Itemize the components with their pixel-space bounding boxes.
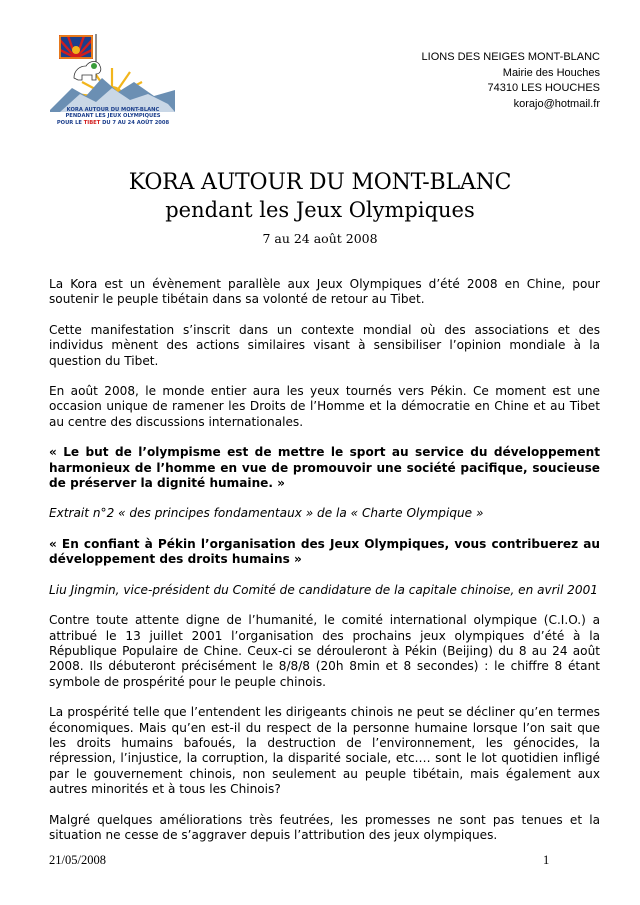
paragraph-context: Cette manifestation s’inscrit dans un contexte mondial où des associations et des individus mènent des actions similaires visant à sensibiliser l’opinion mondiale à la question du Tibet.: [49, 322, 600, 368]
tibetan-snow-lion-flag-mountain-icon: [50, 32, 175, 112]
paragraph-august: En août 2008, le monde entier aura les yeux tournés vers Pékin. Ce moment est une occasion unique de ramener les Droits de l’Homme et la démocratie en Chine et au Tibet au centre des discussions internationales.: [49, 384, 600, 429]
contact-organization: LIONS DES NEIGES MONT-BLANC: [421, 51, 600, 63]
logo-line-3-pre: POUR LE: [56, 119, 84, 126]
contact-email: korajo@hotmail.fr: [513, 97, 600, 110]
logo-line-2: PENDANT LES JEUX OLYMPIQUES: [65, 113, 161, 120]
quote-source-charter: Extrait n°2 « des principes fondamentaux » de la « Charte Olympique »: [49, 506, 484, 521]
document-dates: 7 au 24 août 2008: [262, 231, 378, 246]
page-number: 1: [543, 853, 550, 867]
quote-source-liu: Liu Jingmin, vice-président du Comité de candidature de la capitale chinoise, en avril 2001: [49, 582, 598, 597]
quote-olympic-charter: « Le but de l’olympisme est de mettre le sport au service du développement harmonieux de l’homme en vue de promouvoir une société pacifique, soucieuse de préserver la dignité humaine. »: [49, 445, 600, 491]
paragraph-intro: La Kora est un évènement parallèle aux Jeux Olympiques d’été 2008 en Chine, pour soutenir le peuple tibétain dans sa volonté de retour au Tibet.: [49, 277, 600, 307]
document-body: [49, 277, 600, 858]
logo-line-3-highlight: TIBET: [83, 119, 101, 126]
logo-line-3: [52, 120, 174, 126]
quote-liu-jingmin: « En confiant à Pékin l’organisation des Jeux Olympiques, vous contribuerez au développement des droits humains »: [49, 536, 600, 567]
logo-line-3-post: DU 7 AU 24 AOÛT 2008: [100, 119, 170, 126]
document-title: KORA AUTOUR DU MONT-BLANC: [128, 170, 512, 195]
paragraph-cio: Contre toute attente digne de l’humanité, le comité international olympique (C.I.O.) a attribué le 13 juillet 2001 l’organisation des prochains jeux olympiques d’été à la République Populaire de Chine. Ceux-ci se dérouleront à Pékin (Beijing) du 8 au 24 août 2008. Ils débuteront précisément le 8/8/8 (20h 8min et 8 secondes) : le chiffre 8 étant symbole de prospérité pour le peuple chinois.: [49, 613, 600, 689]
paragraph-promises: Malgré quelques améliorations très feutrées, les promesses ne sont pas tenues et la situation ne cesse de s’aggraver depuis l’attribution des jeux olympiques.: [49, 812, 600, 842]
paragraph-prosperity: La prospérité telle que l’entendent les dirigeants chinois ne peut se décliner qu’en termes économiques. Mais qu’en est-il du respect de la personne humaine lorsque l’on sait que les droits humains bafoués, la destruction de l’environnement, les génocides, la répression, l’injustice, la corruption, la disparité sociale, etc.… sont le lot quotidien infligé par le gouvernement chinois, non seulement au peuple tibétain, mais également aux autres minorités et à tous les Chinois?: [49, 705, 600, 797]
document-subtitle: pendant les Jeux Olympiques: [165, 198, 475, 222]
contact-address-2: 74310 LES HOUCHES: [487, 82, 600, 94]
contact-address-1: Mairie des Houches: [502, 66, 600, 79]
footer-date: 21/05/2008: [49, 853, 106, 867]
logo-caption: [52, 107, 174, 126]
logo-line-1: KORA AUTOUR DU MONT-BLANC: [66, 107, 160, 113]
contact-block: [422, 50, 600, 112]
